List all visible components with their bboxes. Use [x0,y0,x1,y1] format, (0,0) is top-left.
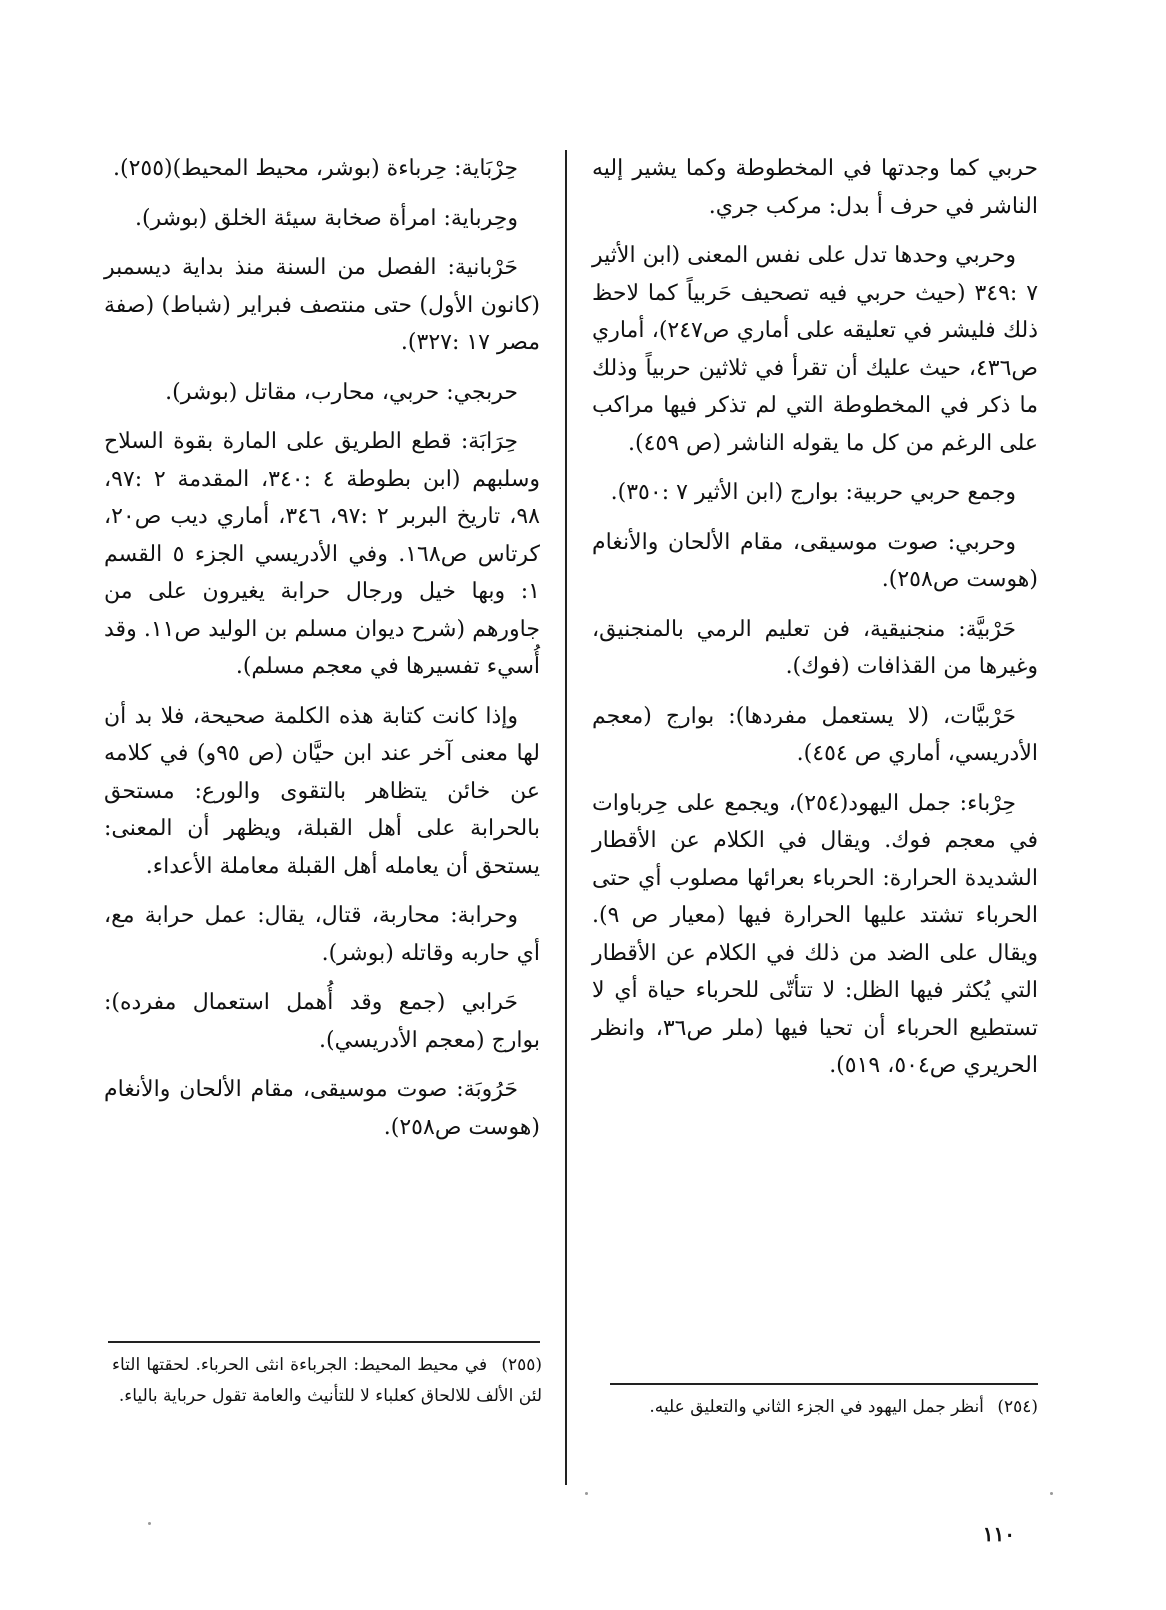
paragraph: وحربي وحدها تدل على نفس المعنى (ابن الأثير ٧ :٣٤٩ (حيث حربي فيه تصحيف حَربياً كما لاحظ ذلك فليشر في تعليقه على أماري ص٢٤٧)، أماري ص٤٣٦، حيث عليك أن تقرأ في ثلاثين حربياً وذلك ما ذكر في المخطوطة التي لم تذكر فيها مراكب على الرغم من كل ما يقوله الناشر (ص ٤٥٩). [592,243,1039,456]
footnote-number: (٢٥٤) [997,1397,1038,1417]
scan-speck [1050,1492,1053,1495]
paragraph: وجمع حربي حربية: بوارج (ابن الأثير ٧ :٣٥٠). [610,480,1016,505]
footnote-text: في محيط المحيط: الجرباءة انثى الحرباء. لحقتها التاء لئن الألف للالحاق كعلباء لا للتأنيث والعامة تقول حرباية بالياء. [112,1355,542,1406]
footnote-text: أنظر جمل اليهود في الجزء الثاني والتعليق عليه. [649,1397,984,1417]
paragraph: وحرابة: محاربة، قتال، يقال: عمل حرابة مع، أي حاربه وقاتله (بوشر). [104,903,540,966]
paragraph: حِرَابَة: قطع الطريق على المارة بقوة السلاح وسلبهم (ابن بطوطة ٤ :٣٤٠، المقدمة ٢ :٩٧، ٩٨، تاريخ البربر ٢ :٩٧، ٣٤٦، أماري ديب ص٢٠، كرتاس ص١٦٨. وفي الأدريسي الجزء ٥ القسم ١: وبها خيل ورجال حرابة يغيرون على من جاورهم (شرح ديوان مسلم بن الوليد ص١١. وقد أُسيء تفسيرها في معجم مسلم). [104,429,541,679]
paragraph: حَرْبيَّات، (لا يستعمل مفردها): بوارج (معجم الأدريسي، أماري ص ٤٥٤). [592,703,1038,766]
column-divider [565,150,567,1485]
paragraph: وحِرباية: امرأة صخابة سيئة الخلق (بوشر). [134,205,518,231]
right-column [592,150,1038,1097]
footnote-left [112,1350,542,1412]
scan-speck [148,1522,151,1525]
paragraph: حَرابي (جمع وقد أُهمل استعمال مفرده): بوارج (معجم الأدريسي). [104,990,540,1053]
footnote-number: (٢٥٥) [501,1355,542,1375]
paragraph: وإذا كانت كتابة هذه الكلمة صحيحة، فلا بد أن لها معنى آخر عند ابن حيَّان (ص ٩٥و) في كلامه عن خائن يتظاهر بالتقوى والورع: مستحق بالحرابة على أهل القبلة، ويظهر أن المعنى: يستحق أن يعامله أهل القبلة معاملة الأعداء. [104,703,540,879]
paragraph: حَرُوبَة: صوت موسيقى، مقام الألحان والأنغام (هوست ص٢٥٨). [104,1077,540,1140]
paragraph: حربي كما وجدتها في المخطوطة وكما يشير إليه الناشر في حرف أ بدل: مركب جري. [592,156,1038,219]
footnote-rule-left [108,1341,540,1343]
paragraph: حَرْبيَّة: منجنيقية، فن تعليم الرمي بالمنجنيق، وغيرها من القذافات (فوك). [592,616,1038,679]
footnote-right [612,1392,1038,1423]
paragraph: حِرْبَاية: حِرباءة (بوشر، محيط المحيط)(٢٥٥). [112,156,518,181]
scan-speck [585,1492,588,1495]
footnote-rule-right [610,1383,1038,1385]
paragraph: حربجي: حربي، محارب، مقاتل (بوشر). [165,379,518,405]
paragraph: حِرْباء: جمل اليهود(٢٥٤)، ويجمع على حِرباوات في معجم فوك. ويقال في الكلام عن الأقطار الشديدة الحرارة: الحرباء بعرائها مصلوب أي حتى الحرباء تشتد عليها الحرارة فيها (معيار ص ٩). ويقال على الضد من ذلك في الكلام عن الأقطار التي يُكثر فيها الظل: لا تتأتّى للحرباء حياة أي لا تستطيع الحرباء أن تحيا فيها (ملر ص٣٦، وانظر الحريري ص٥٠٤، ٥١٩). [592,790,1039,1078]
page-number: ١١٠ [982,1522,1015,1546]
paragraph: حَرْبانية: الفصل من السنة منذ بداية ديسمبر (كانون الأول) حتى منتصف فبراير (شباط) (صفة مصر ١٧ :٣٢٧). [104,255,540,355]
left-column [104,150,540,1158]
paragraph: وحربي: صوت موسيقى، مقام الألحان والأنغام (هوست ص٢٥٨). [592,529,1038,592]
